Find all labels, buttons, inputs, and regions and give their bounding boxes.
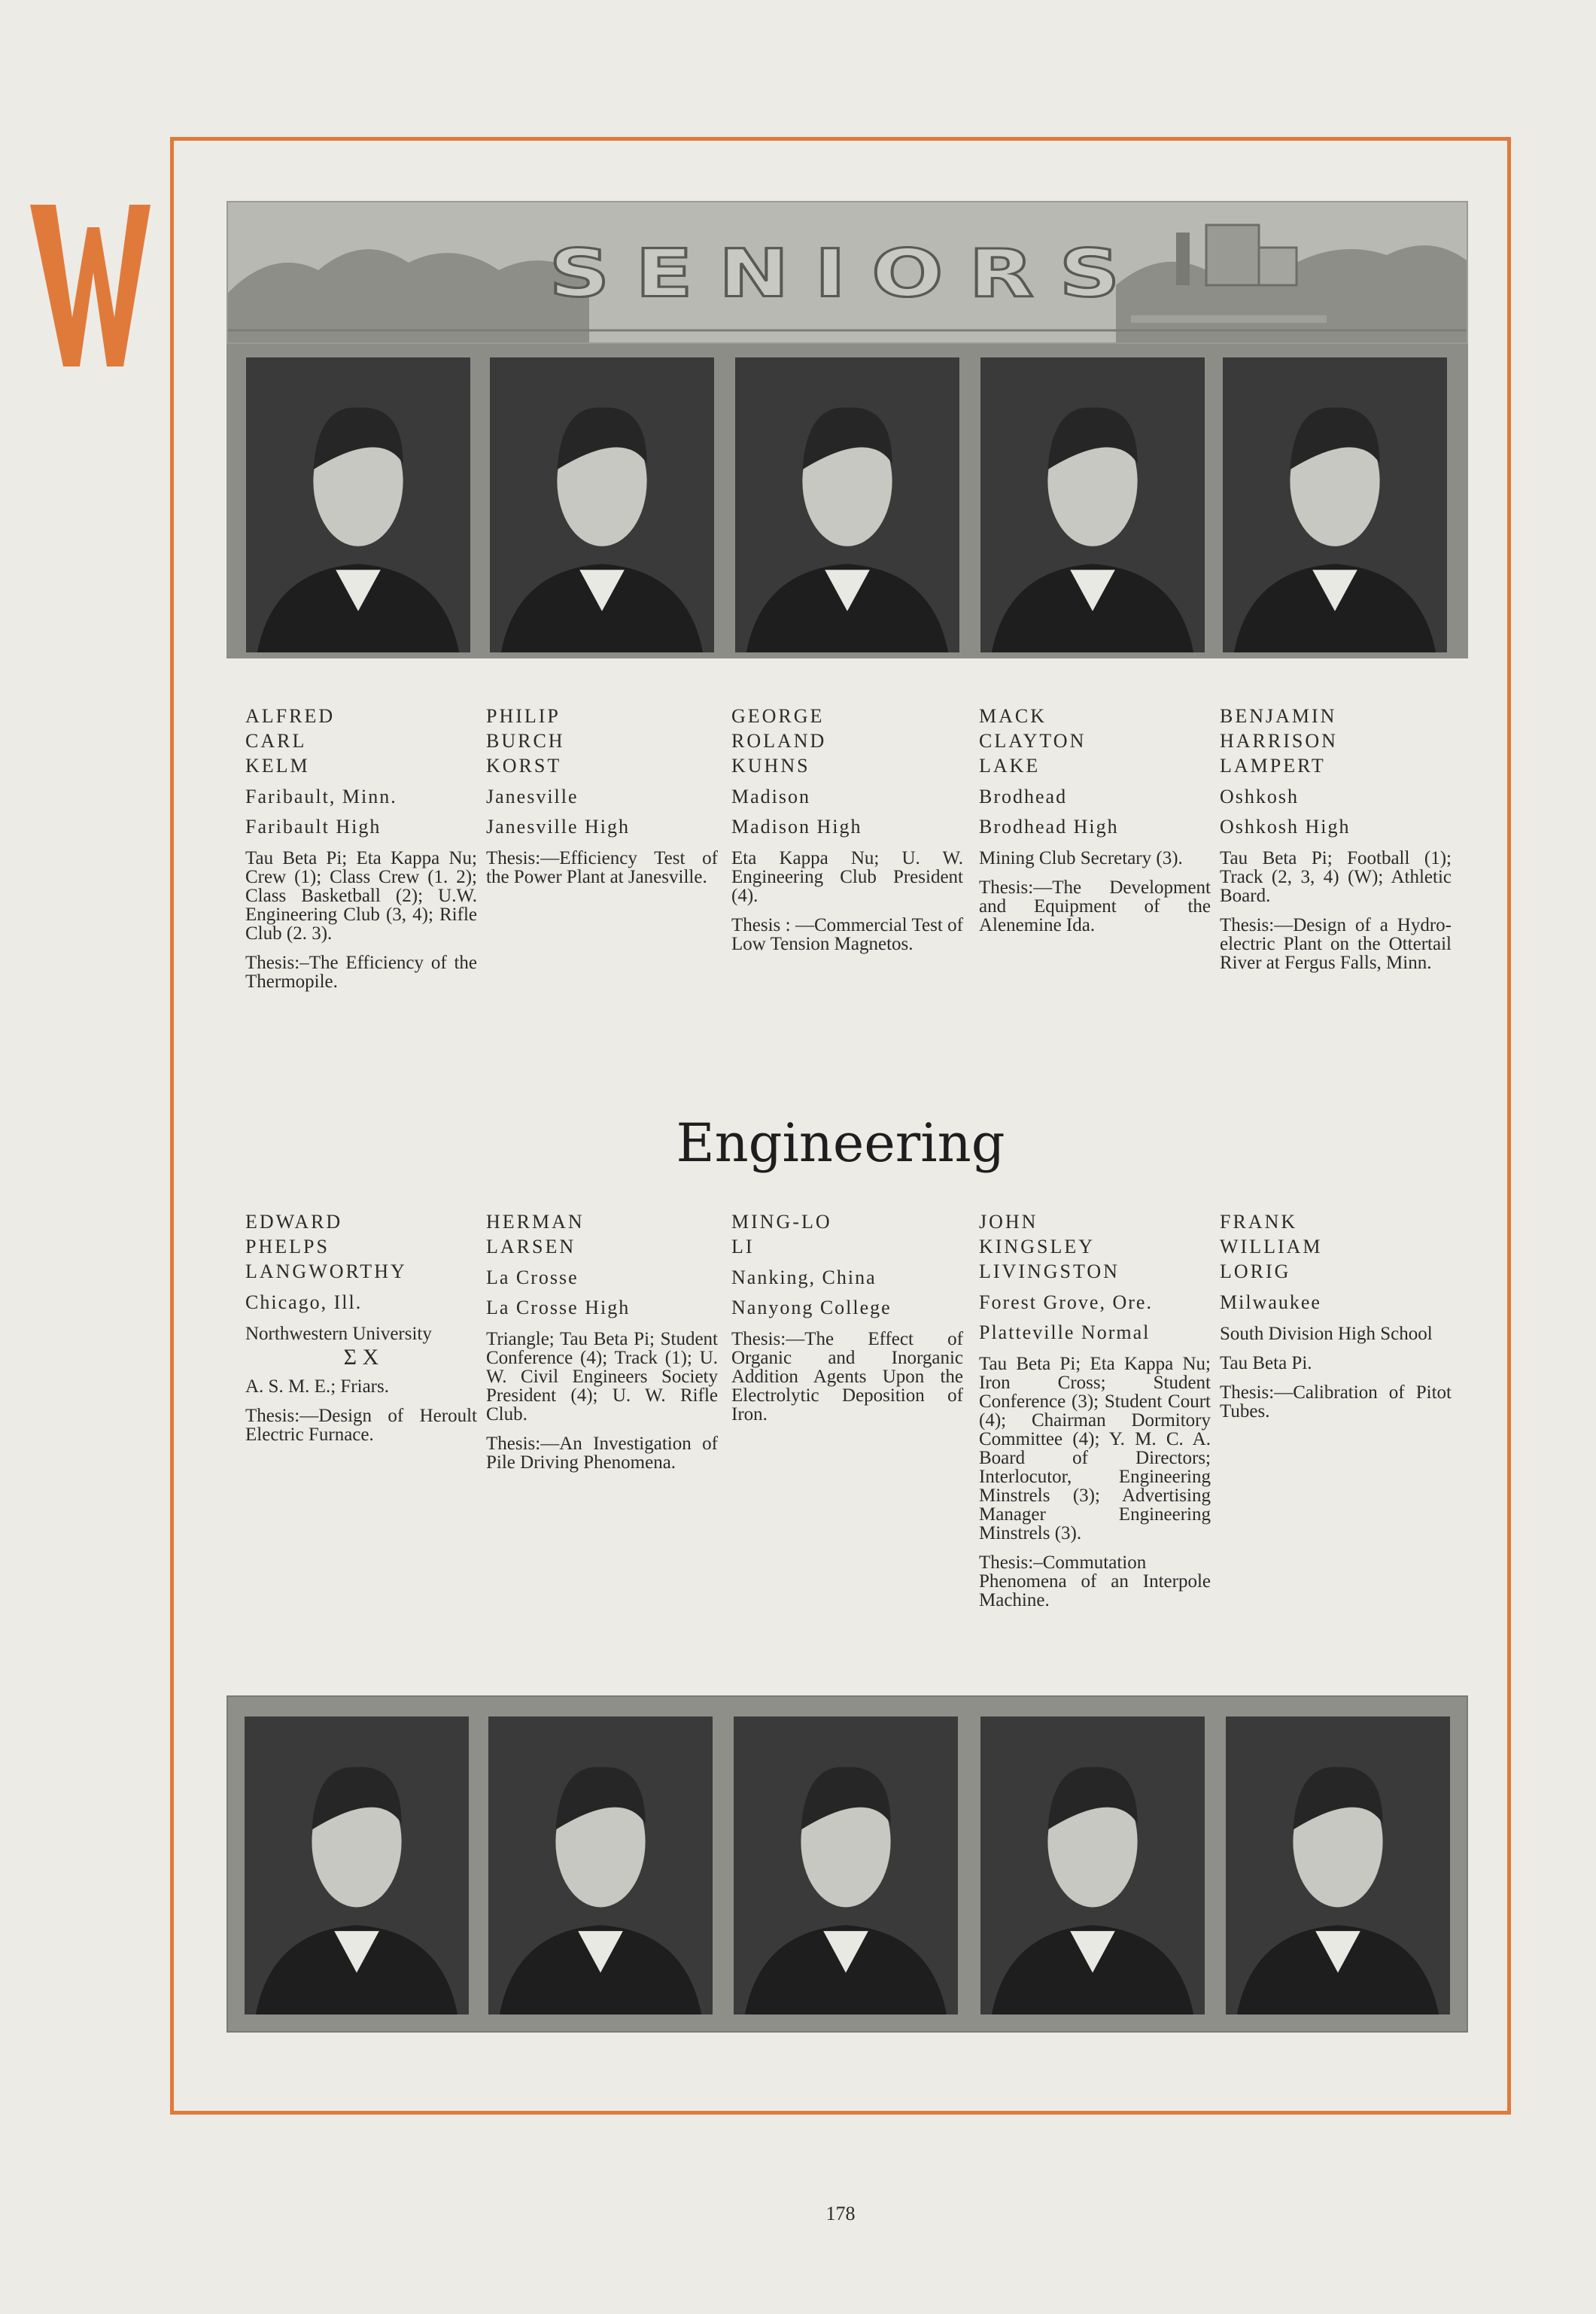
banner-title: SENIORS bbox=[549, 236, 1146, 312]
student-entry bbox=[245, 1209, 477, 1444]
student-name-last: LAKE bbox=[979, 755, 1041, 777]
student-name-last: KORST bbox=[486, 755, 562, 777]
student-name-first: MING-LO bbox=[731, 1211, 832, 1233]
section-heading: Engineering bbox=[676, 1112, 1005, 1174]
student-entry bbox=[979, 1209, 1211, 1610]
portrait-silhouette bbox=[1226, 1716, 1450, 2014]
bottom-photo-strip bbox=[226, 1695, 1468, 2033]
portrait-photo bbox=[245, 1716, 469, 2014]
seniors-banner bbox=[226, 201, 1468, 344]
student-name-last: KUHNS bbox=[731, 755, 810, 777]
page-frame bbox=[170, 137, 1511, 2224]
student-school: Faribault High bbox=[245, 816, 382, 838]
student-name-first: GEORGE bbox=[731, 705, 825, 727]
student-entry bbox=[486, 704, 718, 886]
student-entry bbox=[731, 1209, 963, 1424]
student-entry bbox=[731, 704, 963, 953]
student-name-first: BENJAMIN bbox=[1220, 705, 1337, 727]
student-hometown: Janesville bbox=[486, 786, 579, 807]
student-thesis: Thesis:—Design of Heroult Electric Furnace. bbox=[245, 1406, 477, 1445]
student-entry bbox=[1220, 1209, 1452, 1421]
student-name-middle: CLAYTON bbox=[979, 730, 1087, 752]
portrait-photo bbox=[490, 357, 714, 652]
student-name-first: JOHN bbox=[979, 1211, 1038, 1233]
student-hometown: Brodhead bbox=[979, 786, 1068, 807]
portrait-photo bbox=[246, 357, 470, 652]
student-activities: Tau Beta Pi. bbox=[1220, 1353, 1312, 1373]
student-activities: Eta Kappa Nu; U. W. Engineering Club President (4). bbox=[731, 848, 963, 906]
student-name-last: LIVINGSTON bbox=[979, 1260, 1120, 1282]
student-name-last: LARSEN bbox=[486, 1236, 576, 1257]
student-entry bbox=[486, 1209, 718, 1472]
student-school: Brodhead High bbox=[979, 816, 1119, 838]
student-name-middle: BURCH bbox=[486, 730, 565, 752]
portrait-photo bbox=[980, 357, 1205, 652]
student-school: La Crosse High bbox=[486, 1297, 631, 1318]
portrait-photo bbox=[735, 357, 959, 652]
student-activities: Tau Beta Pi; Eta Kappa Nu; Iron Cross; Student Conference (3); Student Court (4); Chairman Dormitory Committee (4); Y. M. C. A. Board of Directors; Interlocutor, Engineering Minstrels (3); Advertising Manager Engineering Minstrels (3). bbox=[979, 1354, 1211, 1543]
student-name-first: MACK bbox=[979, 705, 1047, 727]
student-activities: Tau Beta Pi; Eta Kappa Nu; Crew (1); Class Crew (1. 2); Class Basketball (2); U.W. Engineering Club (3, 4); Rifle Club (2. 3). bbox=[245, 848, 477, 944]
student-thesis: Thesis:–Commutation Phenomena of an Interpole Machine. bbox=[979, 1552, 1211, 1610]
student-name-first: EDWARD bbox=[245, 1211, 343, 1233]
student-school: Janesville High bbox=[486, 816, 631, 838]
student-hometown: Chicago, Ill. bbox=[245, 1291, 363, 1313]
student-hometown: Oshkosh bbox=[1220, 786, 1300, 807]
student-entry bbox=[1220, 704, 1452, 972]
student-name-middle: PHELPS bbox=[245, 1236, 330, 1257]
student-name-middle: CARL bbox=[245, 730, 307, 752]
w-letter-logo bbox=[30, 197, 150, 370]
student-school: South Division High School bbox=[1220, 1324, 1433, 1344]
page-number: 178 bbox=[825, 2203, 856, 2224]
student-hometown: La Crosse bbox=[486, 1266, 579, 1288]
student-thesis: Thesis:–The Efficiency of the Thermopile. bbox=[245, 953, 477, 992]
student-name-last: LORIG bbox=[1220, 1260, 1291, 1282]
student-name-middle: WILLIAM bbox=[1220, 1236, 1323, 1257]
student-hometown: Faribault, Minn. bbox=[245, 786, 397, 807]
student-activities: Triangle; Tau Beta Pi; Student Conference (4); Track (1); U. W. Civil Engineers Society President (4); U. W. Rifle Club. bbox=[486, 1329, 718, 1425]
student-name-last: KELM bbox=[245, 755, 310, 777]
student-name-last: LAMPERT bbox=[1220, 755, 1326, 777]
student-school: Madison High bbox=[731, 816, 862, 838]
portrait-photo bbox=[980, 1716, 1205, 2014]
student-hometown: Nanking, China bbox=[731, 1266, 877, 1288]
student-school: Platteville Normal bbox=[979, 1321, 1151, 1343]
student-thesis: Thesis : —Commercial Test of Low Tension Magnetos. bbox=[731, 915, 963, 954]
portrait-silhouette bbox=[735, 357, 959, 652]
student-school: Oshkosh High bbox=[1220, 816, 1351, 838]
portrait-photo bbox=[1226, 1716, 1450, 2014]
student-name-last: LANGWORTHY bbox=[245, 1260, 407, 1282]
student-hometown: Milwaukee bbox=[1220, 1291, 1321, 1313]
student-name-first: FRANK bbox=[1220, 1211, 1298, 1233]
student-name-first: HERMAN bbox=[486, 1211, 585, 1233]
student-activities: A. S. M. E.; Friars. bbox=[245, 1376, 389, 1397]
portrait-silhouette bbox=[980, 1716, 1205, 2014]
student-name-first: ALFRED bbox=[245, 705, 336, 727]
student-activities: Tau Beta Pi; Football (1); Track (2, 3, 4) (W); Athletic Board. bbox=[1220, 848, 1452, 906]
student-name-middle: HARRISON bbox=[1220, 730, 1338, 752]
student-thesis: Thesis:—Efficiency Test of the Power Plant at Janesville. bbox=[486, 848, 718, 887]
portrait-silhouette bbox=[980, 357, 1205, 652]
student-school: Nanyong College bbox=[731, 1297, 892, 1318]
student-name-middle: ROLAND bbox=[731, 730, 827, 752]
portrait-silhouette bbox=[488, 1716, 713, 2014]
student-name-last: LI bbox=[731, 1236, 755, 1257]
portrait-silhouette bbox=[490, 357, 714, 652]
student-hometown: Forest Grove, Ore. bbox=[979, 1291, 1153, 1313]
student-thesis: Thesis:—The Development and Equipment of the Alenemine Ida. bbox=[979, 877, 1211, 935]
student-school: Northwestern University bbox=[245, 1324, 432, 1344]
portrait-photo bbox=[734, 1716, 958, 2014]
student-name-first: PHILIP bbox=[486, 705, 561, 727]
student-name-middle: KINGSLEY bbox=[979, 1236, 1095, 1257]
student-activities: Mining Club Secretary (3). bbox=[979, 848, 1183, 868]
portrait-photo bbox=[488, 1716, 713, 2014]
student-thesis: Thesis:—Calibration of Pitot Tubes. bbox=[1220, 1382, 1452, 1422]
portrait-silhouette bbox=[734, 1716, 958, 2014]
portrait-silhouette bbox=[245, 1716, 469, 2014]
portrait-silhouette bbox=[1223, 357, 1447, 652]
student-thesis: Thesis:—Design of a Hydro-electric Plant on the Ottertail River at Fergus Falls, Minn. bbox=[1220, 915, 1452, 973]
fraternity-symbol: Σ X bbox=[343, 1345, 379, 1370]
portrait-photo bbox=[1223, 357, 1447, 652]
portrait-silhouette bbox=[246, 357, 470, 652]
student-thesis: Thesis:—An Investigation of Pile Driving Phenomena. bbox=[486, 1434, 718, 1473]
student-entry bbox=[245, 704, 477, 991]
student-hometown: Madison bbox=[731, 786, 810, 807]
student-entry bbox=[979, 704, 1211, 935]
student-thesis: Thesis:—The Effect of Organic and Inorganic Addition Agents Upon the Electrolytic Deposition of Iron. bbox=[731, 1329, 963, 1425]
top-photo-strip bbox=[226, 344, 1468, 658]
